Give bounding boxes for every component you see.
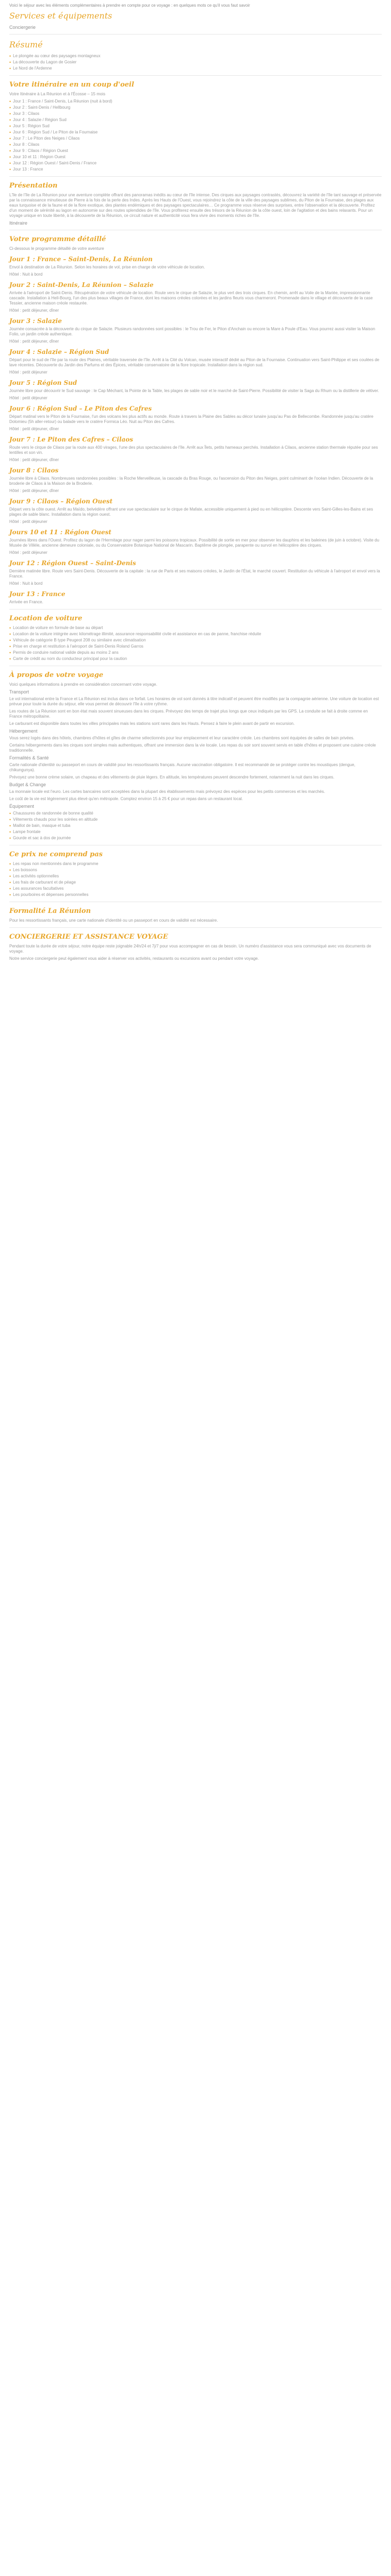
list-item (9, 124, 382, 129)
intro-text: Voici le séjour avec les éléments complémentaires à prendre en compte pour ce voyage : en quelques mots ce qu'il vous faut savoir (9, 3, 250, 8)
section-heading: Jour 7 : Le Piton des Cafres – Cilaos (9, 436, 134, 443)
list-item (9, 817, 382, 822)
section-heading: Jour 6 : Région Sud – Le Piton des Cafres (9, 405, 152, 412)
list-item-text: La découverte du Lagon de Gosier (13, 60, 77, 64)
paragraph: Journée consacrée à la découverte du cirque de Salazie. Plusieurs randonnées sont possibles : le Trou de Fer, le Piton d'Anchain ou encore la Mare à Poule d'Eau. Vous pourrez aussi visiter la Maison Folio, un jardin créole authentique. (9, 327, 376, 336)
section-heading: Location de voiture (9, 615, 83, 622)
list-item-text: Jour 3 : Cilaos (13, 111, 40, 116)
list-item (9, 99, 382, 104)
section-divider (9, 34, 382, 35)
content (9, 11, 382, 961)
bullet-list (9, 54, 382, 71)
list-item (9, 136, 382, 141)
list-item-text: Jour 5 : Région Sud (13, 124, 50, 128)
list-item-text: Les activités optionnelles (13, 874, 59, 878)
section-heading: CONCIERGERIE ET ASSISTANCE VOYAGE (9, 933, 168, 941)
list-item-text: Les boissons (13, 868, 37, 872)
list-item (9, 60, 382, 65)
list-item (9, 886, 382, 891)
list-item (9, 161, 382, 166)
paragraph: Hôtel : petit déjeuner (9, 519, 47, 524)
list-item (9, 117, 382, 123)
section-heading: Votre programme détaillé (9, 235, 106, 243)
list-item-text: Jour 7 : Le Piton des Neiges / Cilaos (13, 136, 80, 141)
subheading: Hébergement (9, 728, 38, 734)
list-item-text: Jour 2 : Saint-Denis / Hellbourg (13, 105, 71, 110)
paragraph: Hôtel : petit déjeuner (9, 550, 47, 555)
list-item (9, 111, 382, 116)
list-item-text: Carte de crédit au nom du conducteur principal pour la caution (13, 656, 127, 661)
section-heading: Présentation (9, 182, 58, 190)
section-heading: Jour 2 : Saint-Denis, La Réunion – Salazie (9, 281, 154, 289)
list-item-text: Les assurances facultatives (13, 886, 64, 891)
section-heading: Jours 10 et 11 : Région Ouest (9, 529, 111, 536)
paragraph: Votre Itinéraire à La Réunion et à l'Écosse – 15 mois (9, 92, 106, 96)
list-item (9, 811, 382, 816)
page (0, 0, 391, 961)
list-item (9, 836, 382, 841)
list-item (9, 167, 382, 172)
bullet-icon: • (9, 829, 11, 835)
bullet-icon: • (9, 117, 11, 123)
section-heading: Jour 12 : Région Ouest – Saint-Denis (9, 560, 136, 567)
paragraph: Ci-dessous le programme détaillé de votre aventure (9, 246, 104, 251)
paragraph: Certains hébergements dans les cirques sont simples mais authentiques, offrant une immersion dans la vie locale. Les repas du soir sont souvent servis en table d'hôtes et proposent une cuisine créole traditionnelle. (9, 743, 376, 753)
bullet-icon: • (9, 632, 11, 637)
bullet-icon: • (9, 155, 11, 160)
paragraph: Prévoyez une bonne crème solaire, un chapeau et des vêtements de pluie légers. En altitude, les températures peuvent descendre fortement, notamment la nuit dans les cirques. (9, 775, 335, 779)
list-item (9, 625, 382, 631)
list-item (9, 823, 382, 828)
list-item-text: Jour 6 : Région Sud / Le Piton de la Fournaise (13, 130, 98, 134)
paragraph: Arrivée à l'aéroport de Saint-Denis. Récupération de votre véhicule de location. Route vers le cirque de Salazie, le plus vert des trois cirques. En chemin, arrêt au Voile de la Mariée, impressionnante cascade. Installation à Hell-Bourg, l'un des plus beaux villages de France, dont les maisons créoles colorées et les jardins fleuris vous charmeront. Promenade dans le village et découverte de la case Tessier, ancienne maison créole restaurée. (9, 291, 373, 306)
paragraph: Hôtel : petit déjeuner, dîner (9, 427, 59, 431)
list-item (9, 105, 382, 110)
bullet-icon: • (9, 105, 11, 110)
paragraph: Les routes de La Réunion sont en bon état mais souvent sinueuses dans les cirques. Prévoyez des temps de trajet plus longs que ceux indiqués par les GPS. La conduite se fait à droite comme en France métropolitaine. (9, 709, 368, 719)
paragraph: Le carburant est disponible dans toutes les villes principales mais les stations sont rares dans les Hauts. Pensez à faire le plein avant de partir en excursion. (9, 721, 295, 726)
bullet-icon: • (9, 99, 11, 104)
subheading: Transport (9, 689, 29, 694)
paragraph: Arrivée en France. (9, 600, 43, 604)
list-item (9, 868, 382, 873)
section-heading: Jour 4 : Salazie – Région Sud (9, 348, 109, 355)
list-item (9, 892, 382, 897)
bullet-icon: • (9, 817, 11, 822)
paragraph: Voici quelques informations à prendre en considération concernant votre voyage. (9, 682, 157, 687)
paragraph: Journée libre à Cilaos. Nombreuses randonnées possibles : la Roche Merveilleuse, la cascade du Bras Rouge, ou l'ascension du Piton des Neiges, point culminant de l'océan Indien. Découverte de la broderie de Cilaos à la Maison de la Broderie. (9, 476, 373, 486)
paragraph: Journées libres dans l'Ouest. Profitez du lagon de l'Hermitage pour nager parmi les poissons tropicaux. Possibilité de sortie en mer pour observer les dauphins et les baleines (de juin à octobre). Visite du Musée de Villèle, ancienne demeure coloniale, ou du Conservatoire Botanique National de Mascarin. Baptême de plongée, parapente ou survol en hélicoptère des cirques. (9, 538, 380, 548)
section-heading: Jour 5 : Région Sud (9, 379, 77, 386)
section-divider (9, 75, 382, 76)
paragraph: Hôtel : petit déjeuner, dîner (9, 339, 59, 344)
subheading: Conciergerie (9, 25, 36, 30)
list-item-text: Location de la voiture intégrée avec kilométrage illimité, assurance responsabilité civile et assistance en cas de panne, franchise réduite (13, 632, 262, 636)
bullet-icon: • (9, 823, 11, 828)
bullet-icon: • (9, 656, 11, 662)
bullet-icon: • (9, 811, 11, 816)
section-heading: À propos de votre voyage (9, 671, 104, 679)
bullet-icon: • (9, 650, 11, 655)
section-divider (9, 176, 382, 177)
list-item (9, 148, 382, 154)
bullet-icon: • (9, 66, 11, 71)
bullet-icon: • (9, 111, 11, 116)
list-item-text: Vêtements chauds pour les soirées en altitude (13, 817, 98, 822)
paragraph: Vous serez logés dans des hôtels, chambres d'hôtes et gîtes de charme sélectionnés pour leur emplacement et leur caractère créole. Les chambres sont équipées de salles de bain privées. (9, 736, 355, 740)
list-item (9, 54, 382, 59)
list-item-text: Les frais de carburant et de péage (13, 880, 76, 885)
list-item-text: Location de voiture en formule de base au départ (13, 625, 103, 630)
bullet-icon: • (9, 142, 11, 147)
list-item-text: Prise en charge et restitution à l'aéroport de Saint-Denis Roland Garros (13, 644, 143, 649)
list-item-text: Maillot de bain, masque et tuba (13, 823, 71, 828)
paragraph: Pour les ressortissants français, une carte nationale d'identité ou un passeport en cours de validité est nécessaire. (9, 918, 218, 923)
paragraph: La monnaie locale est l'euro. Les cartes bancaires sont acceptées dans la plupart des établissements mais prévoyez des espèces pour les petits commerces et les marchés. (9, 789, 325, 794)
bullet-icon: • (9, 892, 11, 897)
section-heading: Résumé (9, 40, 43, 49)
section-heading: Jour 13 : France (9, 590, 66, 598)
bullet-icon: • (9, 644, 11, 649)
bullet-icon: • (9, 54, 11, 59)
paragraph: Journée libre pour découvrir le Sud sauvage : le Cap Méchant, la Pointe de la Table, les plages de sable noir et le marché de Saint-Pierre. Possibilité de visiter la Saga du Rhum ou la distillerie de vétiver. (9, 388, 379, 393)
section-heading: Formalité La Réunion (9, 907, 91, 915)
paragraph: Hôtel : petit déjeuner (9, 396, 47, 400)
bullet-icon: • (9, 60, 11, 65)
list-item-text: Véhicule de catégorie B type Peugeot 208 ou similaire avec climatisation (13, 638, 146, 642)
section-heading: Votre itinéraire en un coup d'oeil (9, 81, 134, 89)
list-item (9, 656, 382, 662)
paragraph: Hôtel : petit déjeuner (9, 370, 47, 375)
subheading: Itinéraire (9, 221, 28, 226)
bullet-icon: • (9, 886, 11, 891)
bullet-icon: • (9, 148, 11, 154)
list-item-text: Jour 8 : Cilaos (13, 142, 40, 147)
list-item-text: Jour 12 : Région Ouest / Saint-Denis / France (13, 161, 97, 165)
bullet-icon: • (9, 638, 11, 643)
list-item-text: Jour 9 : Cilaos / Région Ouest (13, 148, 68, 153)
paragraph: Hôtel : petit déjeuner, dîner (9, 457, 59, 462)
bullet-icon: • (9, 874, 11, 879)
paragraph: Le coût de la vie est légèrement plus élevé qu'en métropole. Comptez environ 15 à 25 € pour un repas dans un restaurant local. (9, 796, 243, 801)
list-item (9, 861, 382, 867)
list-item-text: Jour 10 et 11 : Région Ouest (13, 155, 66, 159)
bullet-list (9, 811, 382, 841)
subheading: Budget & Change (9, 782, 46, 787)
list-item (9, 880, 382, 885)
list-item (9, 130, 382, 135)
paragraph: Départ matinal vers le Piton de la Fournaise, l'un des volcans les plus actifs au monde. Route à travers la Plaine des Sables au décor lunaire jusqu'au Pas de Bellecombe. Randonnée jusqu'au cratère Dolomieu (5h aller-retour) ou balade vers le cratère Formica Léo. Nuit au Piton des Cafres. (9, 414, 373, 424)
list-item-text: Jour 1 : France / Saint-Denis, La Réunion (nuit à bord) (13, 99, 112, 104)
list-item-text: Chaussures de randonnée de bonne qualité (13, 811, 93, 816)
paragraph: Hôtel : Nuit à bord (9, 272, 43, 277)
paragraph: Hôtel : petit déjeuner, dîner (9, 308, 59, 313)
list-item-text: Le Nord de l'Ardenne (13, 66, 52, 71)
list-item (9, 874, 382, 879)
section-heading: Services et équipements (9, 11, 112, 21)
list-item-text: Le plongée au cœur des paysages montagneux (13, 54, 101, 58)
bullet-list (9, 625, 382, 662)
list-item (9, 632, 382, 637)
paragraph: Dernière matinée libre. Route vers Saint-Denis. Découverte de la capitale : la rue de Paris et ses maisons créoles, le Jardin de l'État, le marché couvert. Restitution du véhicule à l'aéroport et envol vers la France. (9, 569, 380, 579)
section-heading: Jour 8 : Cilaos (9, 467, 59, 474)
bullet-icon: • (9, 130, 11, 135)
list-item (9, 650, 382, 655)
section-heading: Ce prix ne comprend pas (9, 851, 103, 858)
paragraph: Carte nationale d'identité ou passeport en cours de validité pour les ressortissants français. Aucune vaccination obligatoire. Il est recommandé de se protéger contre les moustiques (dengue, chikungunya). (9, 762, 355, 772)
paragraph: Hôtel : Nuit à bord (9, 581, 43, 586)
list-item (9, 142, 382, 147)
list-item-text: Jour 4 : Salazie / Région Sud (13, 117, 67, 122)
section-heading: Jour 9 : Cilaos – Région Ouest (9, 498, 113, 505)
list-item (9, 66, 382, 71)
bullet-icon: • (9, 136, 11, 141)
bullet-icon: • (9, 124, 11, 129)
paragraph: Hôtel : petit déjeuner, dîner (9, 488, 59, 493)
bullet-icon: • (9, 868, 11, 873)
list-item-text: Lampe frontale (13, 829, 41, 834)
section-heading: Jour 3 : Salazie (9, 317, 62, 325)
bullet-icon: • (9, 861, 11, 867)
list-item (9, 829, 382, 835)
bullet-icon: • (9, 167, 11, 172)
paragraph: L'île de l'île de La Réunion pour une aventure complète offrant des panoramas inédits au cœur de l'île intense. Des cirques aux paysages contrastés, découvrez la variété de l'île tant sauvage et préservée par la connaissance minutieuse de Pierre à la fois de la perle des Indes. Après les Hauts de l'Ouest, vous rejoindrez la côte de la ville des paysages sublimes, du Piton de la Fournaise, des plages aux eaux turquoise et de la faune et de la flore exotique, des plantes endémiques et des paysages spectaculaires… Ce programme vous réserve des surprises, entre l'observation et la découverte. Profitez d'un moment de sérénité au lagon en autonomie sur des routes splendides de l'île. Vous profiterez ensuite des trésors de la Réunion de la côte ouest, loin de l'agitation et des bains relaxants. Pour un voyage unique en toute liberté, à la découverte de la Réunion, ce circuit nature et authenticité vous fera vivre des moments riches de l'île. (9, 193, 382, 218)
paragraph: Le vol international entre la France et La Réunion est inclus dans ce forfait. Les horaires de vol sont donnés à titre indicatif et peuvent être modifiés par la compagnie aérienne. Une voiture de location est prévue pour toute la durée du séjour, elle vous permet de découvrir l'île à votre rythme. (9, 697, 379, 706)
list-item-text: Les repas non mentionnés dans le programme (13, 861, 99, 866)
bullet-icon: • (9, 625, 11, 631)
paragraph: Notre service conciergerie peut également vous aider à réserver vos activités, restaurants ou excursions avant ou pendant votre voyage. (9, 956, 259, 961)
section-heading: Jour 1 : France – Saint-Denis, La Réunion (9, 256, 153, 263)
subheading: Formalités & Santé (9, 755, 49, 760)
list-item (9, 644, 382, 649)
paragraph: Départ pour le sud de l'île par la route des Plaines, véritable traversée de l'île. Arrêt à la Cité du Volcan, musée interactif dédié au Piton de la Fournaise. Continuation vers Saint-Philippe et ses coulées de lave récentes. Découverte du Jardin des Parfums et des Épices, véritable conservatoire de la flore tropicale. Installation dans la région sud. (9, 358, 380, 367)
bullet-icon: • (9, 836, 11, 841)
bullet-list (9, 99, 382, 172)
bullet-icon: • (9, 880, 11, 885)
section-divider (9, 927, 382, 928)
list-item (9, 638, 382, 643)
paragraph: Envol à destination de La Réunion. Selon les horaires de vol, prise en charge de votre véhicule de location. (9, 265, 205, 269)
list-item (9, 155, 382, 160)
list-item-text: Permis de conduire national valide depuis au moins 2 ans (13, 650, 119, 655)
paragraph: Départ vers la côte ouest. Arrêt au Maïdo, belvédère offrant une vue spectaculaire sur le cirque de Mafate, accessible uniquement à pied ou en hélicoptère. Descente vers Saint-Gilles-les-Bains et ses plages de sable blanc. Installation dans la région ouest. (9, 507, 373, 517)
paragraph: Route vers le cirque de Cilaos par la route aux 400 virages, l'une des plus spectaculaires de l'île. Arrêt aux Îlets, petits hameaux perchés. Installation à Cilaos, ancienne station thermale réputée pour ses lentilles et son vin. (9, 445, 378, 455)
bullet-icon: • (9, 161, 11, 166)
paragraph: Pendant toute la durée de votre séjour, notre équipe reste joignable 24h/24 et 7j/7 pour vous accompagner en cas de besoin. Un numéro d'assistance vous sera communiqué avec vos documents de voyage. (9, 944, 371, 954)
list-item-text: Gourde et sac à dos de journée (13, 836, 71, 840)
bullet-list (9, 861, 382, 897)
subheading: Équipement (9, 804, 35, 809)
list-item-text: Les pourboires et dépenses personnelles (13, 892, 89, 897)
list-item-text: Jour 13 : France (13, 167, 43, 172)
